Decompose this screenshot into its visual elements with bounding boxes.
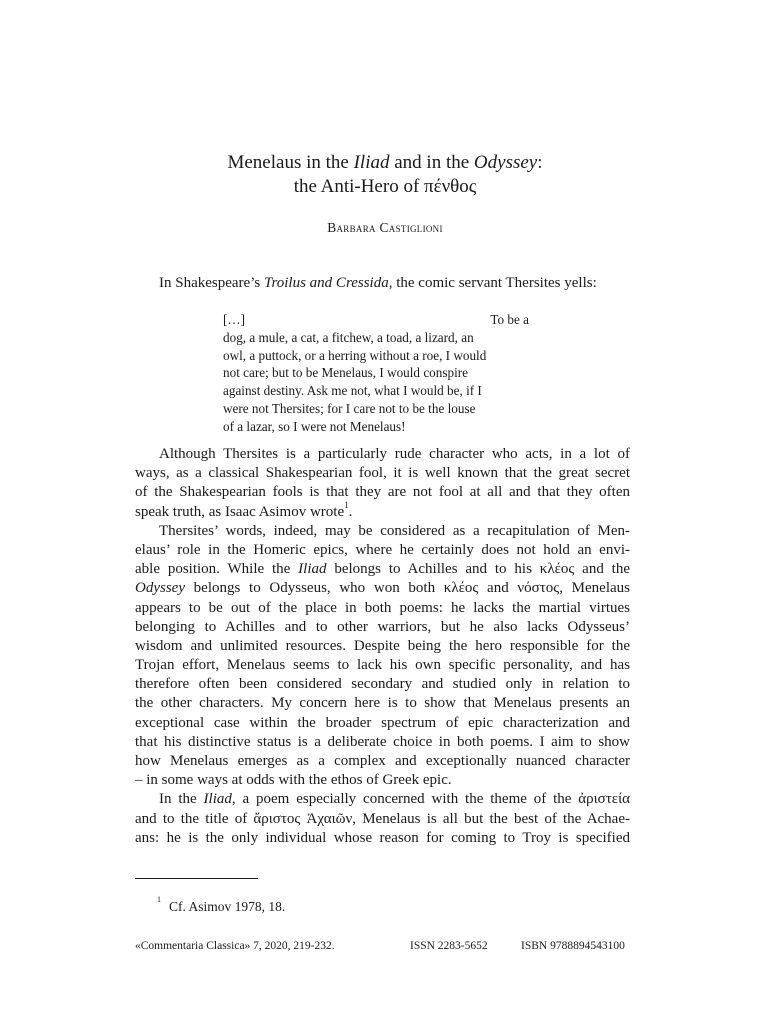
body-line <box>135 790 630 809</box>
body-line: belonging to Achilles and to other warriors, but he also lacks Odysseus’ <box>135 618 630 635</box>
body-line: Trojan effort, Menelaus seems to lack his own specific personality, and has <box>135 657 630 674</box>
quote-first-line <box>223 311 529 329</box>
footnote <box>157 895 286 915</box>
body-line: – in some ways at odds with the ethos of Greek epic. <box>135 772 452 789</box>
block-quote <box>223 311 543 436</box>
body-line: ans: he is the only individual whose reason for coming to Troy is specified <box>135 829 630 846</box>
body-line <box>135 499 630 522</box>
quote-line: not care; but to be Menelaus, I would conspire <box>223 365 468 381</box>
quote-line: owl, a puttock, or a herring without a roe, I would <box>223 347 487 363</box>
body-text-run: able position. While the <box>135 561 299 578</box>
author-name: Barbara Castiglioni <box>327 220 443 235</box>
body-line: elaus’ role in the Homeric epics, where he certainly does not hold an envi- <box>135 541 630 558</box>
footer-issn: ISSN 2283-5652 <box>410 940 488 952</box>
body-line: and to the title of ἄριστος Ἀχαιῶν, Menelaus is all but the best of the Achae- <box>135 810 630 827</box>
body-line: therefore often been considered secondary and studied only in relation to <box>135 676 630 693</box>
title-italic-odyssey: Odyssey <box>473 152 538 173</box>
body-line <box>135 560 630 579</box>
quote-line: were not Thersites; for I care not to be the louse <box>223 400 476 416</box>
body-line: Although Thersites is a particularly rude character who acts, in a lot of <box>159 446 630 462</box>
body-line: that his distinctive status is a deliberate choice in both poems. I aim to show <box>135 733 630 750</box>
intro-italic: Troilus and Cressida <box>263 275 389 291</box>
intro-text: In Shakespeare’s <box>159 275 264 291</box>
body-line: of the Shakespearian fools is that they are not fool at all and that they often <box>135 484 630 501</box>
body-text-run: speak truth, as Isaac Asimov wrote <box>135 503 345 520</box>
footnote-ref: 1 <box>344 499 349 510</box>
quote-line: against destiny. Ask me not, what I would be, if I <box>223 383 482 399</box>
body-italic: Iliad <box>203 791 232 808</box>
quote-ellipsis: […] <box>223 312 245 327</box>
page-subtitle: the Anti-Hero of πένθος <box>293 176 477 197</box>
footer-isbn: ISBN 9788894543100 <box>521 940 625 952</box>
page-title <box>0 151 770 175</box>
body-text-run: belongs to Achilles and to his κλέος and the <box>326 561 631 578</box>
body-text-run: In the <box>159 791 204 808</box>
quote-line: of a lazar, so I were not Menelaus! <box>223 418 406 434</box>
intro-line <box>159 275 597 292</box>
body-line: how Menelaus emerges as a complex and exceptionally nuanced character <box>135 753 630 769</box>
quote-line: dog, a mule, a cat, a fitchew, a toad, a lizard, an <box>223 329 474 345</box>
intro-text: , the comic servant Thersites yells: <box>388 275 597 291</box>
body-italic: Iliad <box>298 561 327 578</box>
quote-text: To be a <box>490 312 529 327</box>
body-italic: Odyssey <box>135 580 185 597</box>
body-line: the other characters. My concern here is to show that Menelaus presents an <box>135 695 630 712</box>
footnote-divider <box>135 878 258 879</box>
body-text-run: belongs to Odysseus, who won both κλέος and νόστος, Menelaus <box>184 580 630 597</box>
body-line: exceptional case within the broader spectrum of epic characterization and <box>135 714 630 731</box>
title-part: and in the <box>389 152 474 173</box>
body-line: Thersites’ words, indeed, may be considered as a recapitulation of Men- <box>159 522 630 539</box>
body-line: appears to be out of the place in both poems: he lacks the martial virtues <box>135 599 630 616</box>
footer-journal: «Commentaria Classica» 7, 2020, 219-232. <box>135 940 335 952</box>
body-text-run: , a poem especially concerned with the theme of the ἀριστεία <box>231 791 630 808</box>
title-part: : <box>537 152 543 173</box>
title-part: Menelaus in the <box>227 152 354 173</box>
footnote-number: 1 <box>157 895 161 904</box>
footnote-text: Cf. Asimov 1978, 18. <box>169 899 286 914</box>
body-line: wisdom and unlimited resources. Despite being the hero responsible for the <box>135 637 630 654</box>
body-text <box>135 445 630 848</box>
body-text-run: . <box>348 503 353 520</box>
body-line: ways, as a classical Shakespearian fool, it is well known that the great secret <box>135 465 630 482</box>
body-line <box>135 579 630 598</box>
title-italic-iliad: Iliad <box>353 152 390 173</box>
